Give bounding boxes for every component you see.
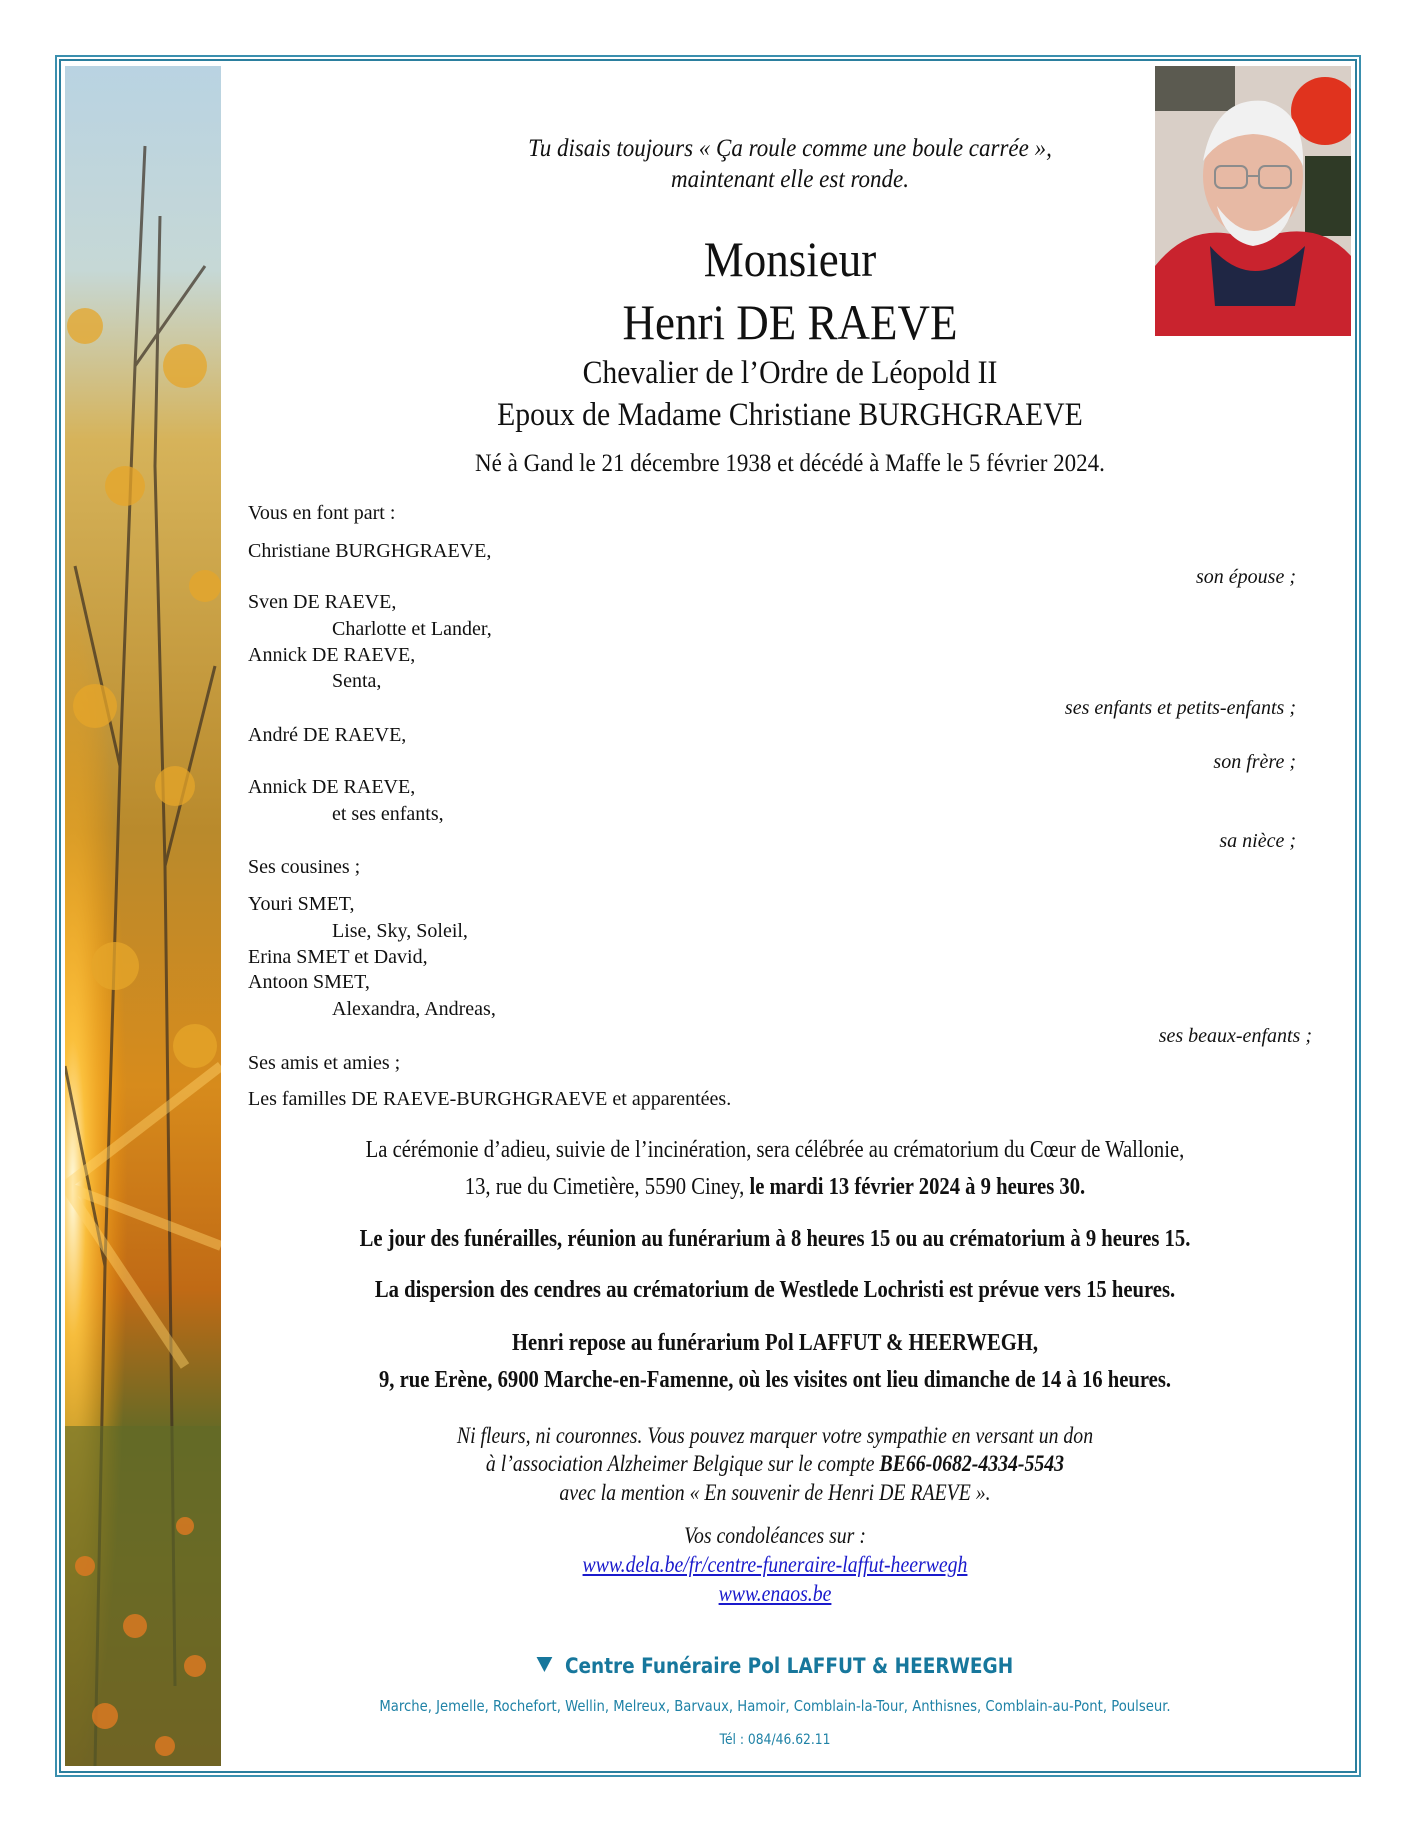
ceremony-datetime: le mardi 13 février 2024 à 9 heures 30.	[749, 1174, 1086, 1200]
family-relation: son frère ;	[1213, 751, 1296, 773]
family-line: Ses cousines ;	[248, 856, 361, 878]
ceremony-line-2	[306, 1175, 1243, 1199]
family-line: Ses amis et amies ;	[248, 1052, 401, 1074]
ceremony-line-1: La cérémonie d’adieu, suivie de l’incinération, sera célébrée au crématorium du Cœur de Wallonie,	[365, 1137, 1185, 1163]
family-subline: Senta,	[332, 670, 382, 692]
funeral-meeting: Le jour des funérailles, réunion au funérarium à 8 heures 15 ou au crématorium à 9 heures 15.	[359, 1226, 1191, 1252]
autumn-forest-illustration	[65, 66, 221, 1766]
donation-line-3: avec la mention « En souvenir de Henri DE RAEVE ».	[559, 1480, 991, 1505]
birth-death-line: Né à Gand le 21 décembre 1938 et décédé à Maffe le 5 février 2024.	[475, 450, 1105, 477]
funeral-home-phone: Tél : 084/46.62.11	[719, 1732, 831, 1748]
portrait-illustration	[1155, 66, 1351, 336]
ash-dispersion: La dispersion des cendres au crématorium de Westlede Lochristi est prévue vers 15 heures.	[374, 1277, 1176, 1303]
deceased-name: Henri DE RAEVE	[622, 294, 958, 350]
family-line: Youri SMET,	[248, 893, 355, 915]
condolences-link-1-wrap	[306, 1553, 1243, 1576]
autumn-forest-image	[65, 66, 221, 1766]
family-subline: et ses enfants,	[332, 803, 444, 825]
condolences-link-enaos[interactable]: www.enaos.be	[718, 1581, 832, 1606]
family-line: André DE RAEVE,	[248, 724, 407, 746]
family-relation: son épouse ;	[1196, 566, 1296, 588]
portrait-photo	[1155, 66, 1351, 336]
family-line: Annick DE RAEVE,	[248, 776, 416, 798]
triangle-down-icon	[537, 1657, 553, 1672]
deceased-spouse: Epoux de Madame Christiane BURGHGRAEVE	[497, 397, 1083, 433]
family-line: Sven DE RAEVE,	[248, 591, 397, 613]
repose-line-1: Henri repose au funérarium Pol LAFFUT & HEERWEGH,	[512, 1330, 1038, 1356]
family-relation: ses beaux-enfants ;	[1158, 1025, 1312, 1047]
condolences-label: Vos condoléances sur :	[684, 1523, 866, 1548]
donation-line-2	[306, 1452, 1243, 1475]
funeral-home-title: Centre Funéraire Pol LAFFUT & HEERWEGH	[564, 1654, 1014, 1678]
repose-line-2: 9, rue Erène, 6900 Marche-en-Famenne, où les visites ont lieu dimanche de 14 à 16 heures.	[378, 1367, 1172, 1393]
family-subline: Alexandra, Andreas,	[332, 998, 496, 1020]
epitaph-quote-line-1: Tu disais toujours « Ça roule comme une boule carrée »,	[528, 135, 1052, 162]
family-line: Les familles DE RAEVE-BURGHGRAEVE et apparentées.	[248, 1088, 732, 1110]
family-line: Erina SMET et David,	[248, 946, 428, 968]
family-line: Antoon SMET,	[248, 971, 370, 993]
ceremony-address: 13, rue du Cimetière, 5590 Ciney,	[464, 1174, 750, 1200]
family-line: Annick DE RAEVE,	[248, 644, 416, 666]
deceased-honor: Chevalier de l’Ordre de Léopold II	[582, 355, 998, 391]
family-subline: Charlotte et Lander,	[332, 618, 492, 640]
funeral-home-name	[295, 1656, 1254, 1677]
deceased-title: Monsieur	[703, 231, 877, 287]
family-subline: Lise, Sky, Soleil,	[332, 920, 468, 942]
funeral-home-towns: Marche, Jemelle, Rochefort, Wellin, Melreux, Barvaux, Hamoir, Comblain-la-Tour, Anthisnes, Comblain-au-Pont, Poulseur.	[379, 1697, 1171, 1715]
condolences-link-dela[interactable]: www.dela.be/fr/centre-funeraire-laffut-heerwegh	[582, 1552, 968, 1577]
donation-line-1: Ni fleurs, ni couronnes. Vous pouvez marquer votre sympathie en versant un don	[456, 1423, 1094, 1448]
condolences-link-2-wrap	[306, 1582, 1243, 1605]
donation-account: BE66-0682-4334-5543	[879, 1451, 1065, 1476]
family-intro: Vous en font part :	[248, 502, 396, 524]
family-line: Christiane BURGHGRAEVE,	[248, 540, 492, 562]
donation-association: à l’association Alzheimer Belgique sur le compte	[485, 1451, 880, 1476]
family-relation: sa nièce ;	[1219, 830, 1296, 852]
epitaph-quote-line-2: maintenant elle est ronde.	[670, 166, 910, 193]
family-relation: ses enfants et petits-enfants ;	[1064, 697, 1296, 719]
